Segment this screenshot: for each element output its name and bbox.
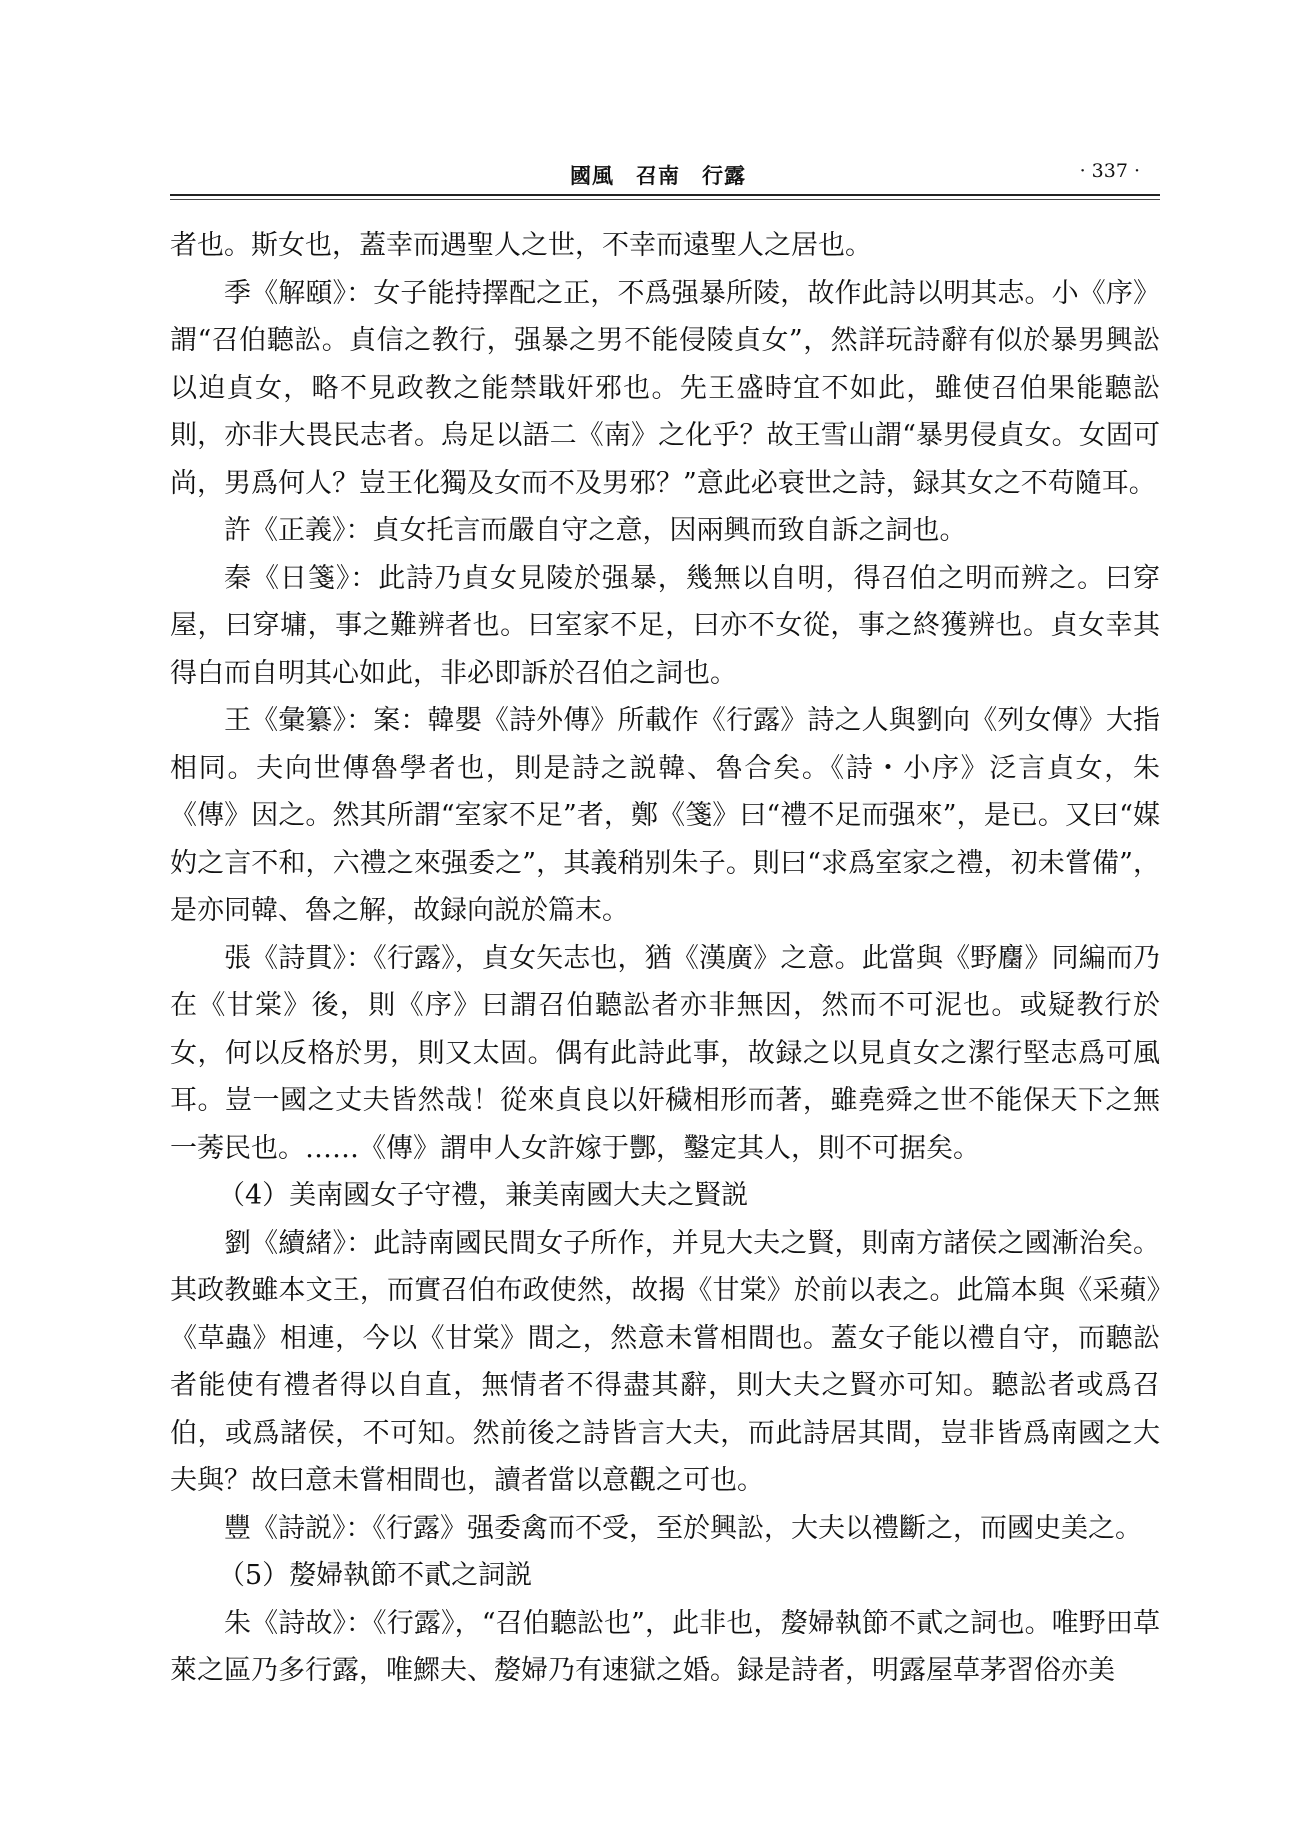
paragraph-xu-zhengyi: 許《正義》：貞女托言而嚴自守之意，因兩興而致自訴之詞也。 [224,515,967,546]
paragraph-ji-jieyi: 季《解頤》：女子能持擇配之正，不爲强暴所陵，故作此詩以明其志。小《序》謂“召伯聽訟。貞信之教行，强暴之男不能侵陵貞女”，然詳玩詩辭有似於暴男興訟以迫貞女，略不見政教之能禁戢奸邪也。先王盛時宜不如此，雖使召伯果能聽訟則，亦非大畏民志者。烏足以語二《南》之化乎？故王雪山謂“暴男侵貞女。女固可尚，男爲何人？豈王化獨及女而不及男邪？”意此必衰世之詩，録其女之不苟隨耳。 [170,277,1160,499]
paragraph-zhu-shigu: 朱《詩故》：《行露》，“召伯聽訟也”，此非也，嫠婦執節不貳之詞也。唯野田草萊之區乃多行露，唯鰥夫、嫠婦乃有速獄之婚。録是詩者，明露屋草茅習俗亦美 [170,1607,1160,1686]
paragraph-zhang-shiguan: 張《詩貫》：《行露》，貞女矢志也，猶《漢廣》之意。此當與《野麕》同編而乃在《甘棠》後，則《序》曰謂召伯聽訟者亦非無因，然而不可泥也。或疑教行於女，何以反格於男，則又太固。偶有此詩此事，故録之以見貞女之潔行堅志爲可風耳。豈一國之丈夫皆然哉！從來貞良以奸穢相形而著，雖堯舜之世不能保天下之無一莠民也。……《傳》謂申人女許嫁于酆，鑿定其人，則不可据矣。 [170,942,1160,1164]
page-number: · 337 · [1079,160,1140,182]
header-rule [170,194,1160,196]
paragraph-feng-shishuo: 豐《詩説》：《行露》强委禽而不受，至於興訟，大夫以禮斷之，而國史美之。 [224,1512,1142,1544]
paragraph-continuation: 者也。斯女也，蓋幸而遇聖人之世，不幸而遠聖人之居也。 [170,230,872,261]
paragraph-qin-rijian: 秦《日箋》：此詩乃貞女見陵於强暴，幾無以自明，得召伯之明而辨之。曰穿屋，曰穿墉，事之難辨者也。曰室家不足，曰亦不女從，事之終獲辨也。貞女幸其得白而自明其心如此，非必即訴於召伯之詞也。 [170,562,1160,689]
header-rule-thin [170,199,1160,200]
section-heading-4: （4）美南國女子守禮，兼美南國大夫之賢説 [218,1180,749,1211]
running-header [170,158,1160,198]
running-title: 國風 召南 行露 [570,163,746,188]
paragraph-liu-xuxu: 劉《續緒》：此詩南國民間女子所作，并見大夫之賢，則南方諸侯之國漸治矣。其政教雖本文王，而實召伯布政使然，故揭《甘棠》於前以表之。此篇本與《采蘋》《草蟲》相連，今以《甘棠》間之，然意未嘗相間也。蓋女子能以禮自守，而聽訟者能使有禮者得以自直，無情者不得盡其辭，則大夫之賢亦可知。聽訟者或爲召伯，或爲諸侯，不可知。然前後之詩皆言大夫，而此詩居其間，豈非皆爲南國之大夫與？故曰意未嘗相間也，讀者當以意觀之可也。 [170,1227,1160,1496]
paragraph-wang-huizuan: 王《彙纂》：案：韓嬰《詩外傳》所載作《行露》詩之人與劉向《列女傳》大指相同。夫向世傳魯學者也，則是詩之説韓、魯合矣。《詩・小序》泛言貞女，朱《傳》因之。然其所謂“室家不足”者，鄭《箋》曰“禮不足而强來”，是已。又曰“媒妁之言不和，六禮之來强委之”，其義稍别朱子。則曰“求爲室家之禮，初未嘗備”，是亦同韓、魯之解，故録向説於篇末。 [170,705,1160,926]
section-heading-5: （5）嫠婦執節不貳之詞説 [218,1560,533,1591]
page-body [170,222,1160,1695]
